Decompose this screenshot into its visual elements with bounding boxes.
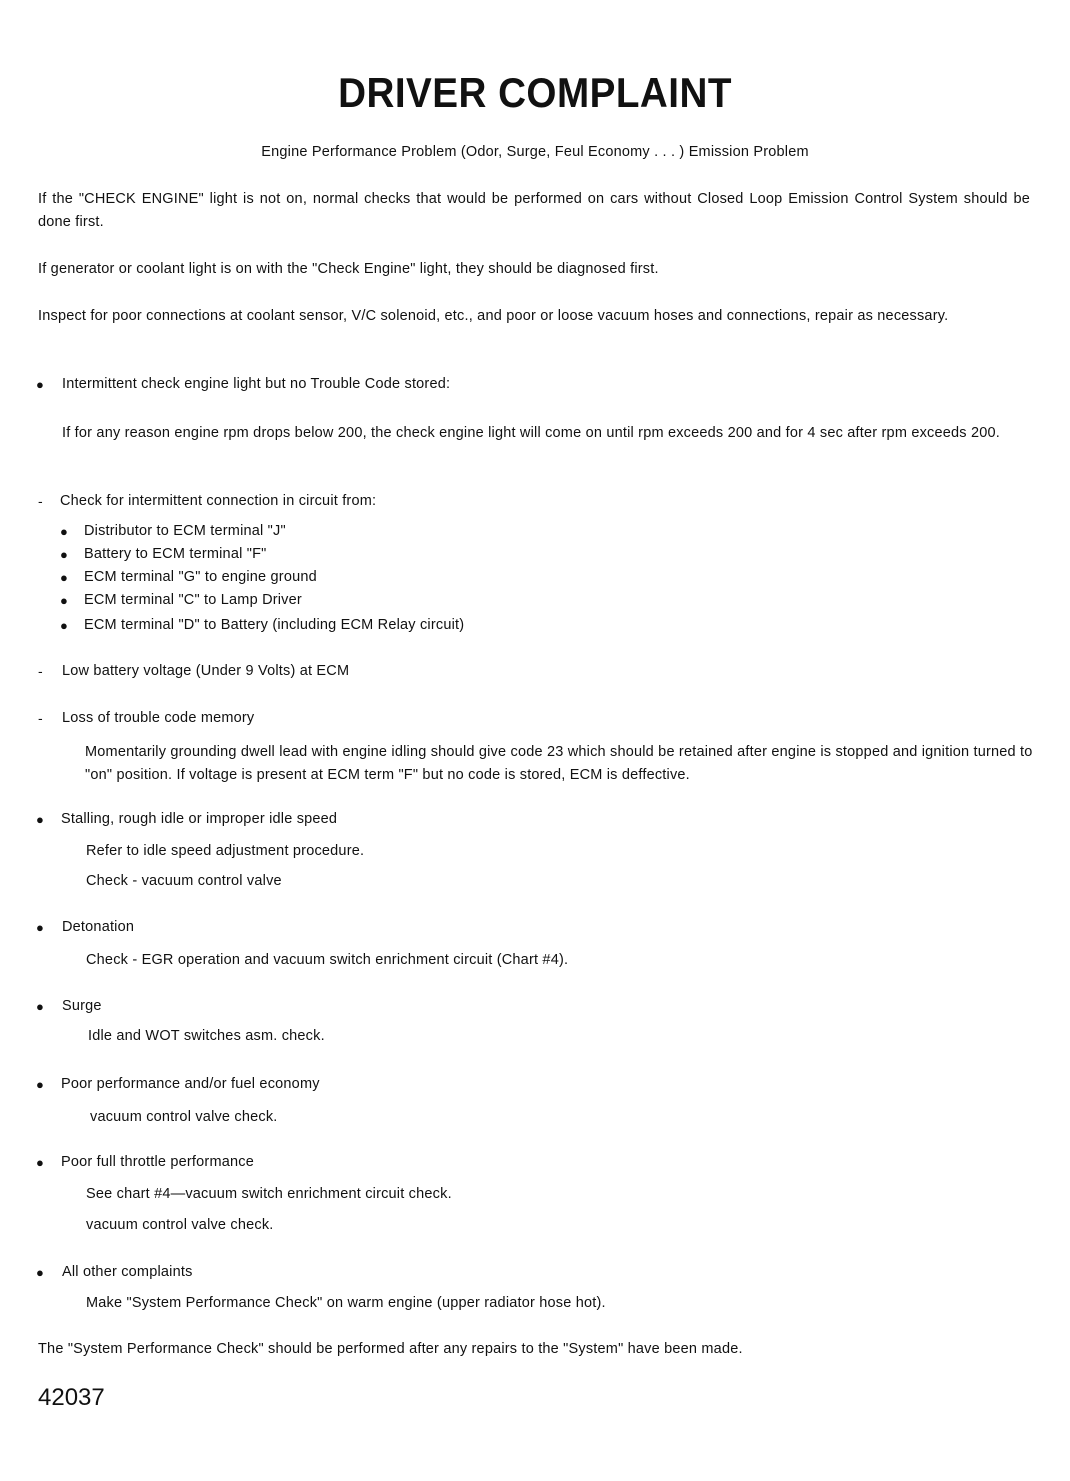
complaint-action: See chart #4—vacuum switch enrichment circuit check. bbox=[86, 1186, 452, 1202]
bullet-icon: ● bbox=[36, 1265, 44, 1280]
intermittent-note: If for any reason engine rpm drops below 200, the check engine light will come on until rpm exceeds 200 and for 4 sec after rpm exceeds 200. bbox=[62, 425, 1000, 441]
complaint-heading: Detonation bbox=[62, 919, 135, 935]
complaint-action: Check - vacuum control valve bbox=[86, 873, 282, 889]
bullet-icon: ● bbox=[36, 377, 44, 392]
bullet-icon: ● bbox=[36, 812, 44, 827]
bullet-icon: ● bbox=[60, 570, 68, 585]
circuit-item: ECM terminal "G" to engine ground bbox=[84, 569, 317, 585]
circuit-item: ECM terminal "C" to Lamp Driver bbox=[84, 592, 302, 608]
complaint-heading: Surge bbox=[62, 998, 102, 1014]
bullet-icon: ● bbox=[36, 1155, 44, 1170]
low-battery-line: Low battery voltage (Under 9 Volts) at ECM bbox=[62, 663, 350, 679]
circuit-item: Battery to ECM terminal "F" bbox=[84, 546, 267, 562]
bullet-icon: ● bbox=[60, 524, 68, 539]
complaint-action: Refer to idle speed adjustment procedure. bbox=[86, 843, 365, 859]
complaint-heading: All other complaints bbox=[62, 1264, 193, 1280]
circuit-item: ECM terminal "D" to Battery (including ECM Relay circuit) bbox=[84, 617, 465, 633]
memory-loss-heading: Loss of trouble code memory bbox=[62, 710, 255, 726]
complaint-heading: Poor full throttle performance bbox=[61, 1154, 254, 1170]
bullet-icon: ● bbox=[36, 1077, 44, 1092]
intro-paragraph-generator: If generator or coolant light is on with the "Check Engine" light, they should be diagnosed first. bbox=[38, 261, 659, 277]
complaint-heading: Poor performance and/or fuel economy bbox=[61, 1076, 320, 1092]
bullet-icon: ● bbox=[36, 920, 44, 935]
page-subtitle: Engine Performance Problem (Odor, Surge, Feul Economy . . . ) Emission Problem bbox=[261, 144, 809, 160]
bullet-icon: ● bbox=[60, 547, 68, 562]
intro-paragraph-inspect: Inspect for poor connections at coolant sensor, V/C solenoid, etc., and poor or loose vacuum hoses and connections, repair as necessary. bbox=[38, 308, 949, 324]
memory-loss-detail: Momentarily grounding dwell lead with engine idling should give code 23 which should be retained after engine is stopped and ignition turned to "on" position. If voltage is present at ECM term "F" but no code is stored, ECM is deffective. bbox=[85, 744, 1033, 783]
complaint-heading: Stalling, rough idle or improper idle speed bbox=[61, 811, 338, 827]
intermittent-heading: Intermittent check engine light but no Trouble Code stored: bbox=[62, 376, 451, 392]
bullet-icon: ● bbox=[60, 593, 68, 608]
dash-marker: - bbox=[38, 663, 43, 679]
dash-marker: - bbox=[38, 493, 43, 509]
complaint-action: vacuum control valve check. bbox=[90, 1109, 278, 1125]
circuit-item: Distributor to ECM terminal "J" bbox=[84, 523, 286, 539]
bullet-icon: ● bbox=[36, 999, 44, 1014]
intro-paragraph-check-engine: If the "CHECK ENGINE" light is not on, normal checks that would be performed on cars without Closed Loop Emission Control System should be done first. bbox=[38, 191, 1030, 230]
bullet-icon: ● bbox=[60, 618, 68, 633]
footer-note: The "System Performance Check" should be performed after any repairs to the "System" have been made. bbox=[38, 1341, 743, 1357]
complaint-action: Idle and WOT switches asm. check. bbox=[88, 1028, 325, 1044]
circuit-check-heading: Check for intermittent connection in circuit from: bbox=[60, 493, 377, 509]
complaint-action: Make "System Performance Check" on warm engine (upper radiator hose hot). bbox=[86, 1295, 606, 1311]
document-number: 42037 bbox=[38, 1384, 105, 1411]
dash-marker: - bbox=[38, 710, 43, 726]
complaint-action: vacuum control valve check. bbox=[86, 1217, 274, 1233]
complaint-action: Check - EGR operation and vacuum switch enrichment circuit (Chart #4). bbox=[86, 952, 569, 968]
page-title: DRIVER COMPLAINT bbox=[338, 69, 732, 116]
